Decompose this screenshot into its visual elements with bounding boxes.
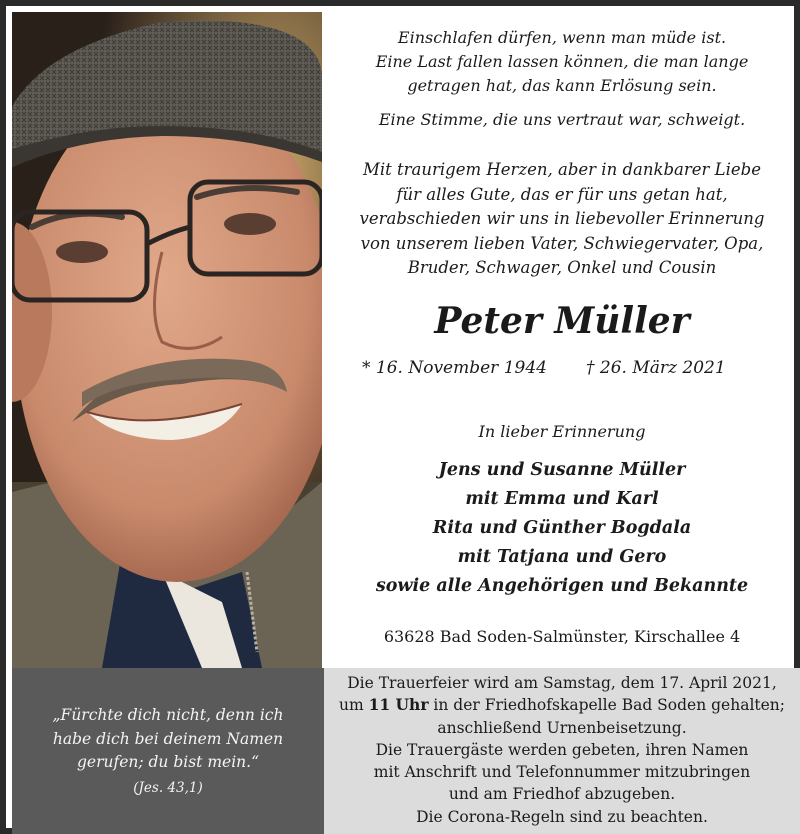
mourners-list xyxy=(324,456,800,601)
service-line: Die Corona-Regeln sind zu beachten. xyxy=(416,807,708,826)
family-address: 63628 Bad Soden-Salmünster, Kirschallee 4 xyxy=(383,627,741,646)
service-line xyxy=(324,694,800,716)
service-line: anschließend Urnenbeisetzung. xyxy=(437,718,687,737)
birth-date: * 16. November 1944 xyxy=(362,358,547,378)
verse xyxy=(324,26,800,132)
verse-line: Einschlafen dürfen, wenn man müde ist. xyxy=(397,28,727,47)
service-line: mit Anschrift und Telefonnummer mitzubringen xyxy=(373,763,751,782)
intro-text xyxy=(324,158,800,281)
mourner-line: sowie alle Angehörigen und Bekannte xyxy=(375,576,749,596)
memory-heading: In lieber Erinnerung xyxy=(478,422,646,441)
intro-line: für alles Gute, das er für uns getan hat, xyxy=(396,184,728,204)
deceased-name: Peter Müller xyxy=(434,300,690,342)
service-line-prefix: um xyxy=(338,696,369,715)
service-time: 11 Uhr xyxy=(368,695,429,715)
verse-line: Eine Stimme, die uns vertraut war, schweigt. xyxy=(378,110,746,129)
mourner-line: mit Tatjana und Gero xyxy=(457,547,667,567)
service-line: und am Friedhof abzugeben. xyxy=(448,785,676,804)
bible-quote-box xyxy=(12,668,324,834)
bible-quote xyxy=(26,704,310,775)
death-date: † 26. März 2021 xyxy=(586,358,726,378)
verse-line: getragen hat, das kann Erlösung sein. xyxy=(407,76,717,95)
funeral-service-box xyxy=(324,668,800,834)
mourner-line: mit Emma und Karl xyxy=(465,489,659,509)
verse-line: Eine Last fallen lassen können, die man lange xyxy=(375,52,749,71)
quote-line: gerufen; du bist mein.“ xyxy=(76,753,259,771)
quote-line: „Fürchte dich nicht, denn ich xyxy=(52,706,284,724)
portrait-illustration xyxy=(12,12,322,668)
portrait-photo xyxy=(12,12,322,668)
service-line: Die Trauergäste werden gebeten, ihren Namen xyxy=(375,740,749,759)
quote-line: habe dich bei deinem Namen xyxy=(52,729,284,748)
intro-line: von unserem lieben Vater, Schwiegervater, Opa, xyxy=(360,233,764,253)
funeral-service-text xyxy=(324,672,800,828)
intro-line: Bruder, Schwager, Onkel und Cousin xyxy=(407,258,717,277)
mourner-line: Rita und Günther Bogdala xyxy=(432,518,692,538)
service-line-suffix: in der Friedhofskapelle Bad Soden gehalten; xyxy=(428,696,786,715)
intro-line: verabschieden wir uns in liebevoller Erinnerung xyxy=(359,209,765,228)
quote-reference: (Jes. 43,1) xyxy=(133,780,203,796)
service-line: Die Trauerfeier wird am Samstag, dem 17. April 2021, xyxy=(347,674,777,692)
intro-line: Mit traurigem Herzen, aber in dankbarer Liebe xyxy=(362,160,761,179)
mourner-line: Jens und Susanne Müller xyxy=(438,460,686,480)
